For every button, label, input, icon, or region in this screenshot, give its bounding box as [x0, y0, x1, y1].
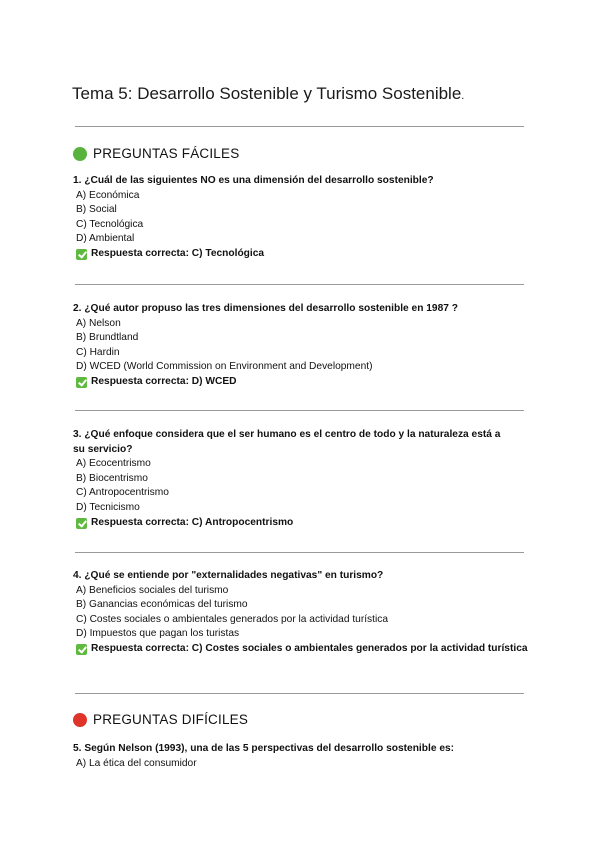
option: C) Hardin [76, 346, 120, 358]
option: A) Ecocentrismo [76, 458, 151, 470]
divider [75, 693, 524, 694]
option: B) Biocentrismo [76, 472, 148, 484]
question-text: 1. ¿Cuál de las siguientes NO es una dimensión del desarrollo sostenible? [73, 175, 434, 186]
divider [75, 284, 524, 285]
check-mark-icon [76, 249, 87, 260]
option: B) Ganancias económicas del turismo [76, 599, 248, 611]
option: A) Beneficios sociales del turismo [76, 584, 229, 596]
question-block-5 [73, 742, 528, 771]
question-text: 4. ¿Qué se entiende por "externalidades negativas" en turismo? [73, 570, 384, 581]
correct-answer [73, 516, 513, 531]
correct-answer [73, 247, 528, 262]
document-title-suffix: . [461, 90, 465, 102]
option: B) Social [76, 204, 117, 216]
option: A) Nelson [76, 317, 121, 329]
divider [75, 410, 524, 411]
section-heading-hard-text: PREGUNTAS DIFÍCILES [93, 712, 249, 727]
check-mark-icon [76, 644, 87, 655]
option: D) WCED (World Commission on Environment and Development) [76, 361, 373, 373]
section-heading-easy-text: PREGUNTAS FÁCILES [93, 146, 240, 161]
option: D) Tecnicismo [76, 501, 140, 513]
red-circle-icon [73, 713, 87, 727]
option: D) Impuestos que pagan los turistas [76, 628, 240, 640]
question-block-2 [73, 302, 528, 390]
option: D) Ambiental [76, 233, 135, 245]
option: A) La ética del consumidor [76, 757, 197, 769]
question-text: 2. ¿Qué autor propuso las tres dimensiones del desarrollo sostenible en 1987 ? [73, 303, 458, 314]
correct-answer [73, 375, 528, 390]
option: C) Tecnológica [76, 218, 144, 230]
option: A) Económica [76, 189, 140, 201]
divider [75, 126, 524, 127]
check-mark-icon [76, 377, 87, 388]
question-block-1 [73, 174, 528, 262]
question-block-4 [73, 569, 528, 657]
correct-answer-text: Respuesta correcta: C) Tecnológica [91, 247, 265, 259]
correct-answer-text: Respuesta correcta: D) WCED [91, 375, 237, 387]
question-text: 5. Según Nelson (1993), una de las 5 perspectivas del desarrollo sostenible es: [73, 743, 455, 754]
check-mark-icon [76, 518, 87, 529]
document-title-text: Tema 5: Desarrollo Sostenible y Turismo Sostenible [72, 84, 462, 103]
section-heading-hard [73, 712, 248, 727]
correct-answer-text: Respuesta correcta: C) Costes sociales o ambientales generados por la actividad turística [91, 642, 528, 654]
question-block-3 [73, 428, 513, 530]
divider [75, 552, 524, 553]
document-title [72, 84, 464, 104]
option: C) Antropocentrismo [76, 487, 169, 499]
option: C) Costes sociales o ambientales generados por la actividad turística [76, 613, 389, 625]
green-circle-icon [73, 147, 87, 161]
correct-answer [73, 642, 528, 657]
question-text: 3. ¿Qué enfoque considera que el ser humano es el centro de todo y la naturaleza está a su servicio? [73, 429, 501, 455]
option: B) Brundtland [76, 332, 139, 344]
section-heading-easy [73, 146, 239, 161]
correct-answer-text: Respuesta correcta: C) Antropocentrismo [91, 516, 294, 528]
